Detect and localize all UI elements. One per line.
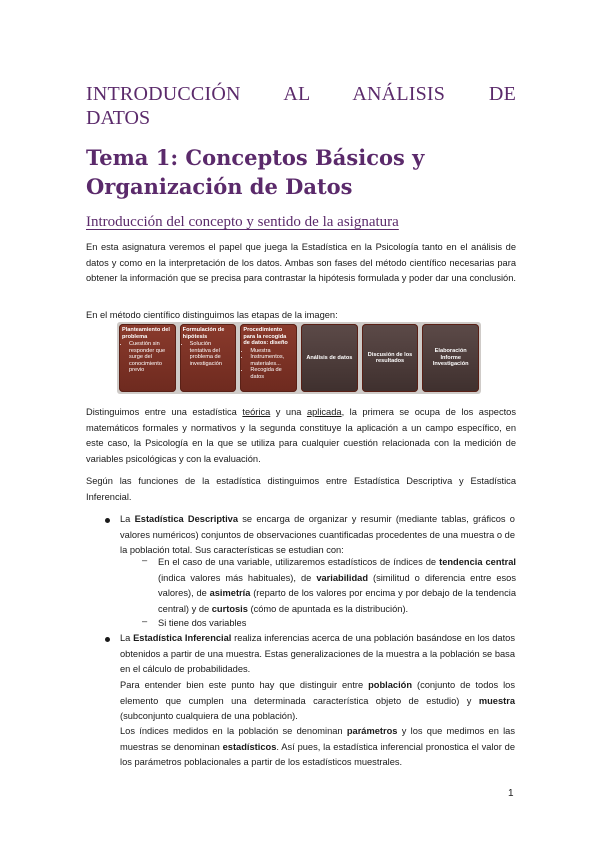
stage-box — [119, 324, 176, 392]
stage-item: • Instrumentos, materiales... — [250, 354, 294, 367]
text-span: . Así pues, la estadística inferencial pronostica el valor de los parámetros poblacionales a partir de los estadísticos muestrales. — [120, 741, 515, 767]
descriptive-subitem: Si tiene dos variables — [158, 618, 247, 628]
term: asimetría — [209, 588, 251, 598]
text-span: La — [120, 514, 135, 524]
text-span: (indica valores más habituales), de — [158, 572, 317, 583]
stage-item: • Muestra — [250, 348, 294, 355]
text-span: Los índices medidos en la población se denominan — [120, 726, 347, 736]
statistics-types-paragraph — [86, 405, 516, 467]
term-inferencial: Estadística Inferencial — [133, 633, 232, 643]
stage-box — [422, 324, 479, 392]
term-aplicada: aplicada — [306, 407, 342, 417]
text-span: La — [120, 633, 134, 643]
text-span: y los que medimos en las muestras se denominan — [120, 726, 516, 752]
text-span: y una — [270, 407, 307, 417]
dash-icon: – — [142, 555, 148, 565]
term: población — [368, 680, 413, 690]
text-span: (subconjunto cualquiera de una población). — [120, 711, 298, 721]
method-stages-figure — [117, 322, 481, 394]
stage-title: Discusión de los resultados — [367, 351, 413, 364]
stage-box — [180, 324, 237, 392]
document-title-line2: DATOS — [86, 107, 151, 129]
text-span: (reparto de los valores por encima y por debajo de la tendencia central) y de — [158, 588, 516, 614]
descriptive-subitem — [158, 555, 516, 617]
term: curtosis — [211, 603, 248, 614]
page-number: 1 — [508, 788, 514, 799]
text-span: Para entender bien este punto hay que distinguir entre — [120, 680, 369, 690]
descriptive-bullet — [120, 512, 515, 559]
term: tendencia central — [439, 557, 516, 567]
document-title: INTRODUCCIÓN AL ANÁLISIS DE — [86, 83, 516, 105]
text-span: (conjunto de todos los elemento que cumplen una determinada característica objeto de estudio) y — [120, 680, 516, 706]
bullet-icon — [105, 518, 110, 523]
text-span: Distinguimos entre una estadística — [86, 407, 243, 417]
topic-title: Tema 1: Conceptos Básicos y Organización de Datos — [86, 145, 425, 199]
term: estadísticos — [222, 741, 277, 752]
stage-item: • Recogida de datos — [250, 367, 294, 380]
inferential-paragraph — [120, 678, 515, 725]
intro-paragraph: En esta asignatura veremos el papel que juega la Estadística en la Psicología tanto en el análisis de datos y como en la interpretación de los datos. Ambas son fases del método científico necesarias para obtener la información que se precisa para contrastar la hipótesis formulada y poder dar una conclusión. — [86, 242, 516, 283]
term-teorica: teórica — [242, 407, 271, 417]
stage-box — [240, 324, 297, 392]
functions-paragraph: Según las funciones de la estadística distinguimos entre Estadística Descriptiva y Estadística Inferencial. — [86, 476, 516, 502]
text-span: (similitud o diferencia entre esos valores), de — [158, 572, 516, 598]
stage-title: Procedimiento para la recogida de datos: diseño — [243, 327, 288, 346]
inferential-paragraph — [120, 724, 515, 771]
text-span: En el caso de una variable, utilizaremos estadísticos de índices de — [158, 557, 440, 567]
stage-box — [301, 324, 358, 392]
section-heading: Introducción del concepto y sentido de la asignatura — [86, 214, 399, 230]
inferential-bullet — [120, 631, 515, 678]
text-span: realiza inferencias acerca de una población basándose en los datos obtenidos a partir de una muestra. Estas generalizaciones de la muestra a la población se basa en el cálculo de probabilidades. — [120, 633, 515, 674]
stage-item: • Cuestión sin responder que surge del conocimiento previo — [129, 341, 173, 374]
stage-title: Formulación de hipótesis — [182, 327, 225, 340]
term: parámetros — [346, 726, 398, 736]
stages-intro-paragraph: En el método científico distinguimos las etapas de la imagen: — [86, 310, 338, 320]
text-span: (cómo de apuntada es la distribución). — [247, 603, 409, 614]
text-span: , la primera se ocupa de los aspectos matemáticos formales y normativos y la segunda constituye la aplicación a un campo específico, en este caso, la Psicología en la que se utiliza para cualquier cuestión relacionada con la medición de variables psicológicas y con la evaluación. — [86, 407, 516, 464]
stage-title: Planteamiento del problema — [122, 327, 170, 340]
term: muestra — [478, 695, 515, 706]
stage-title: Análisis de datos — [306, 354, 353, 361]
dash-icon: – — [142, 616, 148, 626]
text-span: se encarga de organizar y resumir (mediante tablas, gráficos o valores numéricos) conjuntos de observaciones cuantificadas procedentes de una muestra o de la población total. Sus características se estudian con: — [120, 514, 515, 555]
bullet-icon — [105, 637, 110, 642]
stage-box — [362, 324, 419, 392]
term-descriptiva: Estadística Descriptiva — [134, 514, 239, 524]
stage-title: Elaboración Informe Investigación — [432, 348, 469, 368]
stage-item: • Solución tentativa del problema de investigación — [190, 341, 234, 367]
term: variabilidad — [316, 572, 368, 583]
